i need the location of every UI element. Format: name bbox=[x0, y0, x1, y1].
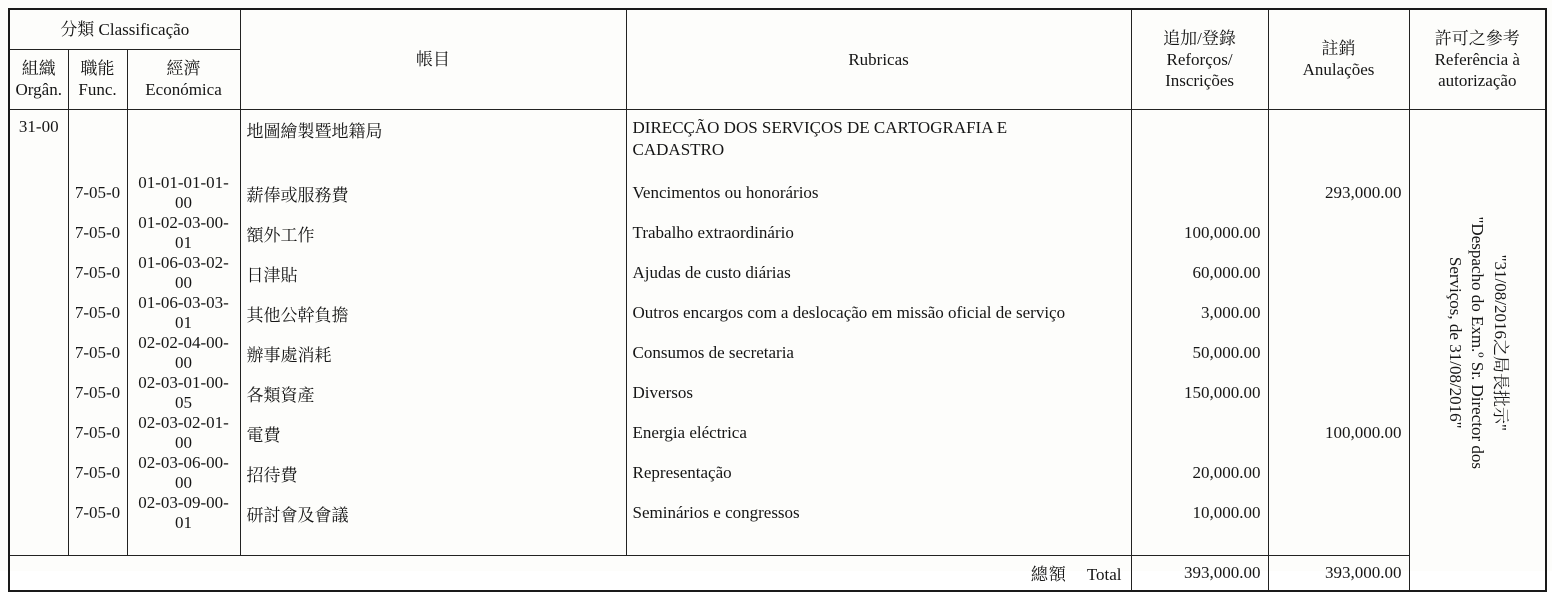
referencia-header bbox=[1409, 9, 1546, 109]
anulacoes-cell bbox=[1268, 109, 1409, 173]
organ-label-zh: 組織 bbox=[21, 59, 56, 78]
reforcos-cell bbox=[1131, 109, 1268, 173]
table-row bbox=[9, 173, 1546, 213]
filler-cell bbox=[1268, 533, 1409, 555]
total-reforcos-cell: 393,000.00 bbox=[1131, 555, 1268, 591]
func-code-cell: 7-05-0 bbox=[68, 173, 127, 213]
authorization-wrap bbox=[1410, 117, 1546, 569]
total-label-pt: Total bbox=[1086, 565, 1122, 585]
account-label: 帳目 bbox=[416, 49, 451, 69]
functional-label-zh: 職能 bbox=[80, 59, 115, 78]
anulacoes-cell: 100,000.00 bbox=[1268, 413, 1409, 453]
filler-cell bbox=[9, 533, 68, 555]
anulacoes-cell: 293,000.00 bbox=[1268, 173, 1409, 213]
rubricas-header bbox=[626, 9, 1131, 109]
account-header bbox=[240, 9, 626, 109]
authorization-rotated-text bbox=[1444, 216, 1512, 469]
rubrica-pt-cell: Trabalho extraordinário bbox=[626, 213, 1131, 253]
table-row bbox=[9, 373, 1546, 413]
organ-code-cell bbox=[9, 373, 68, 413]
rubrica-pt-cell: Energia eléctrica bbox=[626, 413, 1131, 453]
econ-code-cell: 02-03-06-00-00 bbox=[127, 453, 240, 493]
rubrica-pt-cell: Ajudas de custo diárias bbox=[626, 253, 1131, 293]
reforcos-cell bbox=[1131, 413, 1268, 453]
econ-code-cell: 02-03-09-00-01 bbox=[127, 493, 240, 533]
table-row bbox=[9, 453, 1546, 493]
economic-label-zh: 經濟 bbox=[166, 59, 201, 78]
anulacoes-cell bbox=[1268, 373, 1409, 413]
anulacoes-cell bbox=[1268, 333, 1409, 373]
filler-cell bbox=[1131, 533, 1268, 555]
filler-cell bbox=[68, 533, 127, 555]
department-name-pt: DIRECÇÃO DOS SERVIÇOS DE CARTOGRAFIA E CADASTRO bbox=[632, 117, 1008, 159]
account-zh-cell: 薪俸或服務費 bbox=[240, 173, 626, 213]
rubrica-pt-cell: Representação bbox=[626, 453, 1131, 493]
anulacoes-cell bbox=[1268, 493, 1409, 533]
reforcos-cell: 3,000.00 bbox=[1131, 293, 1268, 333]
authorization-reference-cell bbox=[1409, 109, 1546, 591]
reforcos-cell bbox=[1131, 173, 1268, 213]
econ-code-cell: 02-03-02-01-00 bbox=[127, 413, 240, 453]
total-label-zh: 總額 bbox=[1030, 565, 1067, 585]
account-zh-cell: 其他公幹負擔 bbox=[240, 293, 626, 333]
anulacoes-cell bbox=[1268, 453, 1409, 493]
budget-amendment-table bbox=[8, 8, 1547, 592]
organ-code-cell bbox=[9, 213, 68, 253]
rubrica-pt-cell: Outros encargos com a deslocação em missão oficial de serviço bbox=[626, 293, 1131, 333]
func-code-cell: 7-05-0 bbox=[68, 293, 127, 333]
anulacoes-cell bbox=[1268, 253, 1409, 293]
reforcos-label-zh: 追加/登錄 bbox=[1163, 28, 1236, 48]
table-row bbox=[9, 253, 1546, 293]
economic-label-pt: Económica bbox=[145, 80, 222, 99]
organ-code-cell bbox=[9, 253, 68, 293]
header-row-1 bbox=[9, 9, 1546, 49]
reforcos-cell: 10,000.00 bbox=[1131, 493, 1268, 533]
anulacoes-cell bbox=[1268, 213, 1409, 253]
account-zh-cell: 辦事處消耗 bbox=[240, 333, 626, 373]
econ-code-cell: 01-02-03-00-01 bbox=[127, 213, 240, 253]
total-row bbox=[9, 555, 1546, 591]
authorization-line-pt2: Serviços, de 31/08/2016" bbox=[1446, 256, 1466, 429]
econ-code-cell: 01-01-01-01-00 bbox=[127, 173, 240, 213]
func-code-cell: 7-05-0 bbox=[68, 453, 127, 493]
functional-header bbox=[68, 49, 127, 109]
reforcos-cell: 100,000.00 bbox=[1131, 213, 1268, 253]
econ-code-cell: 02-03-01-00-05 bbox=[127, 373, 240, 413]
rubrica-pt-cell: Consumos de secretaria bbox=[626, 333, 1131, 373]
account-zh-cell: 各類資產 bbox=[240, 373, 626, 413]
authorization-line-pt1: "Despacho do Exm.º Sr. Director dos bbox=[1468, 216, 1488, 469]
table-row bbox=[9, 333, 1546, 373]
authorization-line-zh: "31/08/2016之局長批示" bbox=[1491, 254, 1511, 431]
reforcos-cell: 60,000.00 bbox=[1131, 253, 1268, 293]
econ-code-cell: 01-06-03-02-00 bbox=[127, 253, 240, 293]
referencia-label-pt2: autorização bbox=[1438, 70, 1517, 90]
total-label-cell bbox=[9, 555, 1131, 591]
rubrica-pt-cell bbox=[626, 109, 1131, 173]
rubrica-pt-cell: Vencimentos ou honorários bbox=[626, 173, 1131, 213]
rubrica-pt-cell: Diversos bbox=[626, 373, 1131, 413]
organ-code-cell bbox=[9, 413, 68, 453]
func-code-cell: 7-05-0 bbox=[68, 333, 127, 373]
classification-header bbox=[9, 9, 240, 49]
func-code-cell: 7-05-0 bbox=[68, 373, 127, 413]
reforcos-cell: 20,000.00 bbox=[1131, 453, 1268, 493]
classification-label: 分類 Classificação bbox=[60, 19, 190, 39]
organ-header bbox=[9, 49, 68, 109]
rubrica-pt-cell: Seminários e congressos bbox=[626, 493, 1131, 533]
account-zh-cell: 電費 bbox=[240, 413, 626, 453]
organ-code-cell bbox=[9, 453, 68, 493]
table-row-department bbox=[9, 109, 1546, 173]
reforcos-header bbox=[1131, 9, 1268, 109]
econ-code-cell: 02-02-04-00-00 bbox=[127, 333, 240, 373]
anulacoes-label-zh: 註銷 bbox=[1321, 39, 1356, 59]
rubricas-label: Rubricas bbox=[848, 49, 909, 69]
table-row bbox=[9, 413, 1546, 453]
account-zh-cell: 研討會及會議 bbox=[240, 493, 626, 533]
filler-cell bbox=[127, 533, 240, 555]
anulacoes-header bbox=[1268, 9, 1409, 109]
account-zh-cell: 日津貼 bbox=[240, 253, 626, 293]
table-row bbox=[9, 293, 1546, 333]
econ-code-cell bbox=[127, 109, 240, 173]
anulacoes-cell bbox=[1268, 293, 1409, 333]
reforcos-cell: 150,000.00 bbox=[1131, 373, 1268, 413]
func-code-cell: 7-05-0 bbox=[68, 493, 127, 533]
func-code-cell: 7-05-0 bbox=[68, 253, 127, 293]
organ-code-cell bbox=[9, 333, 68, 373]
anulacoes-label-pt: Anulações bbox=[1302, 60, 1375, 80]
account-zh-cell: 招待費 bbox=[240, 453, 626, 493]
filler-cell bbox=[626, 533, 1131, 555]
referencia-label-pt1: Referência à bbox=[1434, 49, 1520, 69]
organ-code-cell bbox=[9, 173, 68, 213]
func-code-cell bbox=[68, 109, 127, 173]
account-zh-cell: 額外工作 bbox=[240, 213, 626, 253]
organ-label-pt: Orgân. bbox=[15, 80, 62, 99]
reforcos-cell: 50,000.00 bbox=[1131, 333, 1268, 373]
filler-row bbox=[9, 533, 1546, 555]
econ-code-cell: 01-06-03-03-01 bbox=[127, 293, 240, 333]
reforcos-label-pt2: Inscrições bbox=[1165, 70, 1234, 90]
func-code-cell: 7-05-0 bbox=[68, 213, 127, 253]
total-anulacoes-cell: 393,000.00 bbox=[1268, 555, 1409, 591]
reforcos-label-pt1: Reforços/ bbox=[1166, 49, 1233, 69]
organ-code-cell: 31-00 bbox=[9, 109, 68, 173]
account-zh-cell: 地圖繪製暨地籍局 bbox=[240, 109, 626, 173]
func-code-cell: 7-05-0 bbox=[68, 413, 127, 453]
economic-header bbox=[127, 49, 240, 109]
organ-code-cell bbox=[9, 293, 68, 333]
organ-code-cell bbox=[9, 493, 68, 533]
referencia-label-zh: 許可之參考 bbox=[1434, 28, 1520, 48]
table-row bbox=[9, 213, 1546, 253]
filler-cell bbox=[240, 533, 626, 555]
functional-label-pt: Func. bbox=[78, 80, 117, 99]
table-row bbox=[9, 493, 1546, 533]
